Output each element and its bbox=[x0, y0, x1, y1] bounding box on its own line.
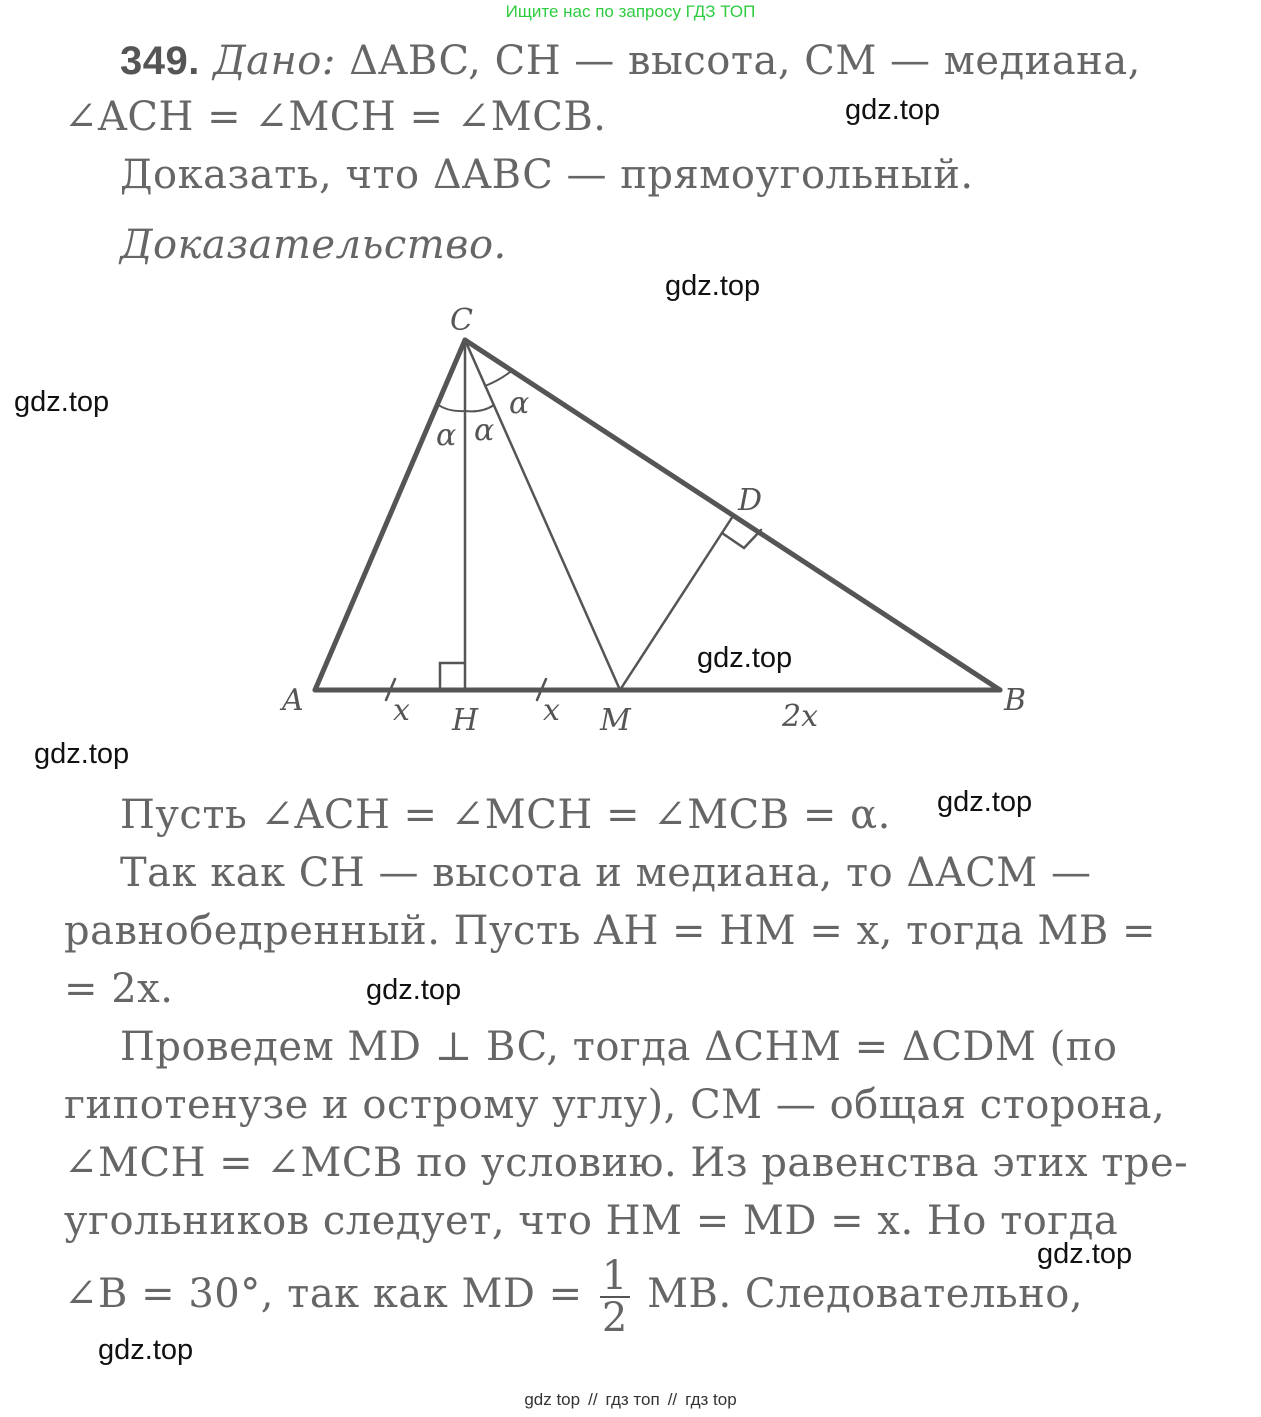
alpha-3: α bbox=[509, 386, 530, 421]
watermark: gdz.top bbox=[34, 738, 130, 770]
seg-label-ah: x bbox=[393, 693, 410, 728]
angle-arc-2 bbox=[465, 405, 494, 411]
solution-line-9-end: MB. Следовательно, bbox=[647, 1271, 1084, 1317]
solution-line-4: = 2x. bbox=[64, 966, 174, 1012]
footer-link-1[interactable]: gdz top bbox=[524, 1390, 581, 1409]
footer-link-2[interactable]: гдз топ bbox=[605, 1390, 660, 1409]
angle-arc-1 bbox=[437, 404, 465, 411]
label-d: D bbox=[738, 483, 763, 518]
watermark: gdz.top bbox=[665, 270, 761, 302]
label-b: B bbox=[1004, 683, 1027, 718]
solution-line-9 bbox=[64, 1253, 1084, 1341]
proof-heading: Доказательство. bbox=[120, 222, 507, 268]
fraction-one-half bbox=[600, 1253, 630, 1341]
search-hint[interactable]: Ищите нас по запросу ГДЗ ТОП bbox=[505, 2, 756, 21]
solution-line-3: равнобедренный. Пусть AH = HM = x, тогда MB = bbox=[64, 908, 1156, 954]
solution-line-5: Проведем MD ⊥ BC, тогда ΔCHM = ΔCDM (по bbox=[120, 1024, 1118, 1070]
fraction-denominator: 2 bbox=[601, 1295, 628, 1341]
watermark: gdz.top bbox=[937, 786, 1033, 818]
given-text: ΔABC, CH — высота, CM — медиана, bbox=[349, 38, 1141, 84]
solution-line-6: гипотенузе и острому углу), CM — общая сторона, bbox=[64, 1082, 1166, 1128]
watermark: gdz.top bbox=[1037, 1238, 1133, 1270]
footer-separator: // bbox=[667, 1390, 678, 1409]
watermark: gdz.top bbox=[14, 386, 110, 418]
solution-line-9-start: ∠B = 30°, так как MD = bbox=[64, 1271, 583, 1317]
angle-arc-3 bbox=[485, 372, 510, 386]
watermark: gdz.top bbox=[697, 642, 793, 674]
solution-line-7: ∠MCH = ∠MCB по условию. Из равенства этих тре- bbox=[64, 1140, 1189, 1186]
prove-statement: Доказать, что ΔABC — прямоугольный. bbox=[120, 152, 974, 198]
fraction-numerator: 1 bbox=[601, 1253, 628, 1299]
right-angle-h bbox=[440, 663, 465, 690]
label-m: M bbox=[600, 703, 631, 738]
solution-line-8: угольников следует, что HM = MD = x. Но тогда bbox=[64, 1198, 1119, 1244]
side-ac bbox=[315, 340, 465, 690]
label-c: C bbox=[450, 303, 473, 338]
seg-label-mb: 2x bbox=[782, 699, 819, 734]
label-a: A bbox=[282, 683, 304, 718]
watermark: gdz.top bbox=[366, 974, 462, 1006]
label-h: H bbox=[452, 703, 479, 738]
footer-link-3[interactable]: гдз top bbox=[685, 1390, 737, 1409]
solution-line-1: Пусть ∠ACH = ∠MCH = ∠MCB = α. bbox=[120, 792, 891, 838]
seg-label-hm: x bbox=[543, 693, 560, 728]
alpha-1: α bbox=[436, 418, 457, 453]
footer bbox=[0, 1390, 1261, 1410]
problem-number: 349. bbox=[120, 39, 200, 83]
alpha-2: α bbox=[474, 413, 495, 448]
footer-separator: // bbox=[588, 1390, 598, 1409]
watermark: gdz.top bbox=[845, 94, 941, 126]
given-label: Дано: bbox=[213, 38, 336, 84]
solution-line-2: Так как CH — высота и медиана, то ΔACM — bbox=[120, 850, 1092, 896]
watermark: gdz.top bbox=[98, 1334, 194, 1366]
given-line-2: ∠ACH = ∠MCH = ∠MCB. bbox=[64, 94, 607, 140]
